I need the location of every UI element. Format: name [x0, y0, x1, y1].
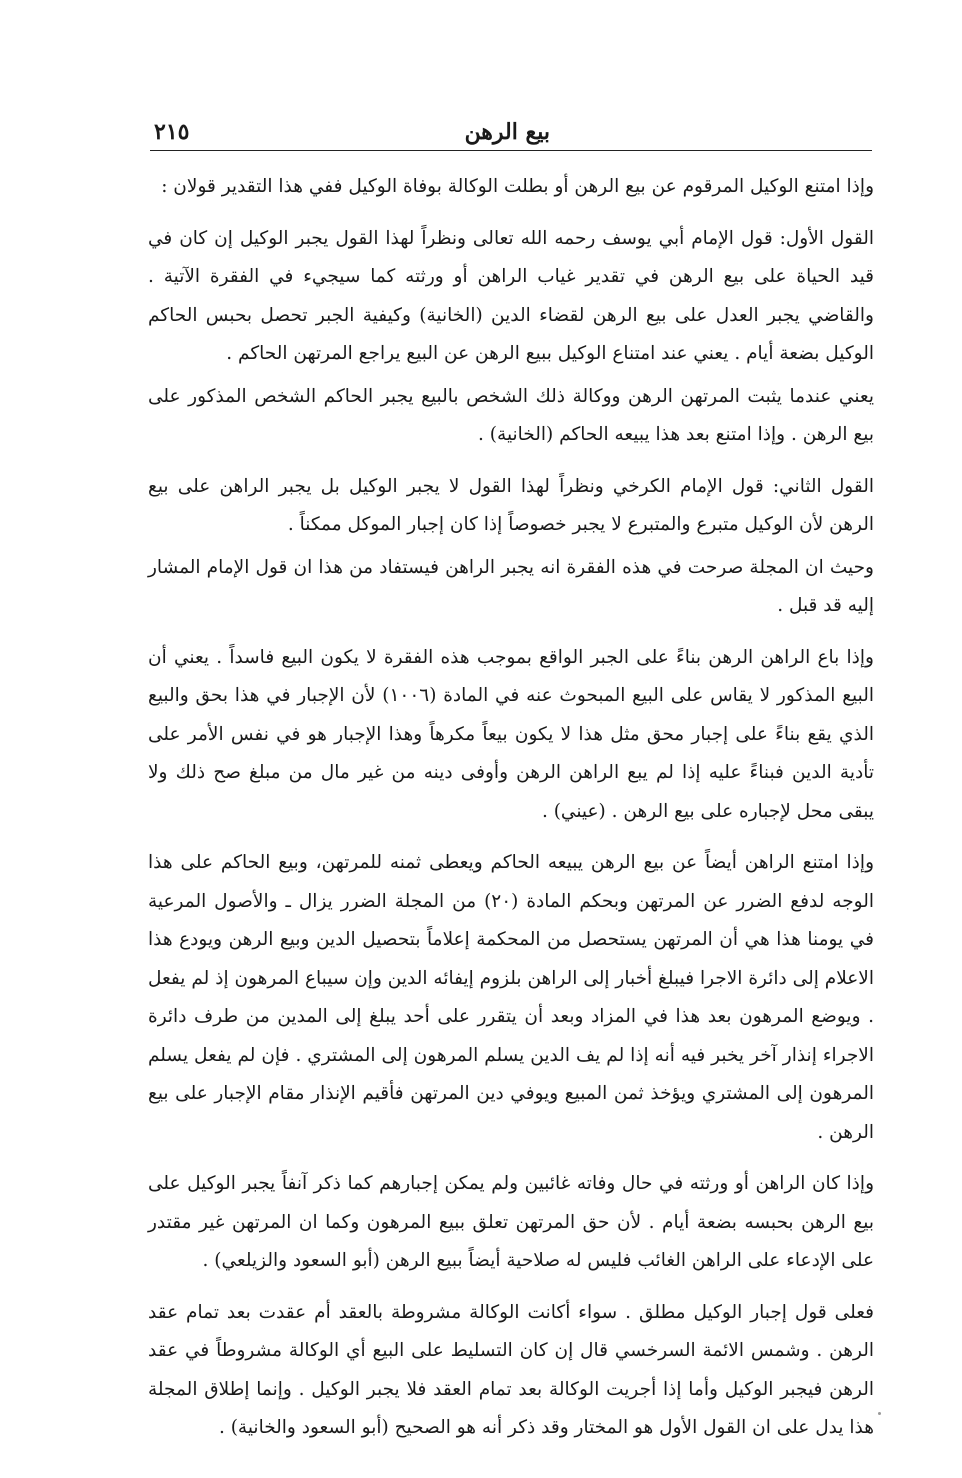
paragraph-intro: وإذا امتنع الوكيل المرقوم عن بيع الرهن أو بطلت الوكالة بوفاة الوكيل ففي هذا التقدير قولان :	[161, 176, 874, 197]
paragraph-second-opinion: القول الثاني: قول الإمام الكرخي ونظراً لهذا القول لا يجبر الوكيل بل يجبر الراهن على بيع الرهن لأن الوكيل متبرع والمتبرع لا يجبر خصوصاً إذا كان إجبار الموكل ممكناً .	[148, 475, 874, 535]
paragraph-first-opinion-detail: يعني عندما يثبت المرتهن الرهن ووكالة ذلك الشخص بالبيع يجبر الحاكم الشخص المذكور على بيع الرهن . وإذا امتنع بعد هذا يبيعه الحاكم (الخانية) .	[148, 385, 874, 445]
paragraph-judge-sale: وإذا امتنع الراهن أيضاً عن بيع الرهن يبيعه الحاكم ويعطى ثمنه للمرتهن، وبيع الحاكم على هذا الوجه لدفع الضرر عن المرتهن وبحكم المادة (٢٠) من المجلة الضرر يزال ـ والأصول المرعية في يومنا هذا هي أن المرتهن يستحصل من المحكمة إعلاماً بتحصيل الدين وبيع الرهن ويودع هذا الاعلام إلى دائرة الاجرا فيبلغ أخبار إلى الراهن بلزوم إيفائه الدين وإن سيباع المرهون إذ لم يفعل . ويوضع المرهون بعد هذا في المزاد وبعد أن يتقرر على أحد يبلغ إلى المدين من طرف دائرة الاجراء إنذار آخر يخبر فيه أنه إذا لم يف الدين يسلم المرهون إلى المشتري . فإن لم يفعل يسلم المرهون إلى المشتري ويؤخذ ثمن المبيع ويوفي دين المرتهن فأقيم الإنذار مقام الإجبار على بيع الرهن .	[148, 852, 874, 1143]
paragraph-majalla-note: وحيث ان المجلة صرحت في هذه الفقرة انه يجبر الراهن فيستفاد من هذا ان قول الإمام المشار إليه قد قبل .	[148, 556, 874, 616]
paragraph-absent-pledger: وإذا كان الراهن أو ورثته في حال وفاته غائبين ولم يمكن إجبارهم كما ذكر آنفاً يجبر الوكيل على بيع الرهن بحبسه بضعة أيام . لأن حق المرتهن تعلق ببيع المرهون وكما ان المرتهن غير مقتدر على الإدعاء على الراهن الغائب فليس له صلاحية أيضاً ببيع الرهن (أبو السعود والزيلعي) .	[148, 1173, 874, 1271]
header-rule	[150, 150, 872, 151]
margin-dot	[878, 1412, 881, 1415]
page-number: ٢١٥	[154, 119, 190, 145]
page-header	[150, 118, 872, 152]
running-title: بيع الرهن	[464, 119, 550, 145]
paragraph-conclusion: فعلى قول إجبار الوكيل مطلق . سواء أكانت الوكالة مشروطة بالعقد أم عقدت بعد تمام عقد الرهن . وشمس الائمة السرخسي قال إن كان التسليط على البيع أي الوكالة مشروطاً في عقد الرهن فيجبر الوكيل وأما إذا أجريت الوكالة بعد تمام العقد فلا يجبر الوكيل . وإنما إطلاق المجلة هذا يدل على ان القول الأول هو المختار وقد ذكر أنه هو الصحيح (أبو السعود والخانية) .	[148, 1301, 874, 1438]
paragraph-forced-sale: وإذا باع الراهن الرهن بناءً على الجبر الواقع بموجب هذه الفقرة لا يكون البيع فاسداً . يعني أن البيع المذكور لا يقاس على البيع المبحوث عنه في المادة (١٠٠٦) لأن الإجبار في هذا بحق والبيع الذي يقع بناءً على إجبار محق مثل هذا لا يكون بيعاً مكرهاً وهذا الإجبار هو في نفس الأمر على تأدية الدين فبناءً عليه إذا لم يبع الراهن الرهن وأوفى دينه من غير مال من مبلغ صح ذلك ولا يبقى محل لإجباره على بيع الرهن . (عيني) .	[148, 646, 874, 822]
body-text	[148, 168, 874, 1448]
paragraph-first-opinion: القول الأول: قول الإمام أبي يوسف رحمه الله تعالى ونظراً لهذا القول يجبر الوكيل إن كان في قيد الحياة على بيع الرهن في تقدير غياب الراهن أو ورثته كما سيجيء في الفقرة الآتية . والقاضي يجبر العدل على بيع الرهن لقضاء الدين (الخانية) وكيفية الجبر تحصل بحبس الحاكم الوكيل بضعة أيام . يعني عند امتناع الوكيل ببيع الرهن عن البيع يراجع المرتهن الحاكم .	[148, 227, 874, 364]
